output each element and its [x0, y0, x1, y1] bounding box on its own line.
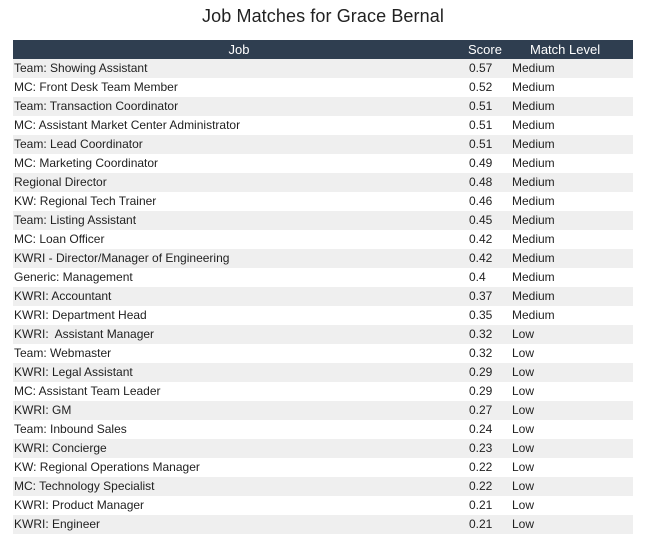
table-header-row — [13, 40, 633, 59]
score-cell: 0.51 — [469, 137, 493, 151]
job-cell: Team: Showing Assistant — [14, 61, 148, 75]
score-cell: 0.32 — [469, 327, 493, 341]
table-row — [13, 325, 633, 344]
match-level-cell: Medium — [512, 156, 555, 170]
table-row — [13, 287, 633, 306]
job-cell: MC: Marketing Coordinator — [14, 156, 159, 170]
job-cell: KW: Regional Tech Trainer — [14, 194, 157, 208]
table-row — [13, 78, 633, 97]
match-level-cell: Medium — [512, 232, 555, 246]
score-cell: 0.22 — [469, 479, 493, 493]
score-cell: 0.37 — [469, 289, 493, 303]
match-level-cell: Medium — [512, 137, 555, 151]
score-cell: 0.29 — [469, 384, 493, 398]
score-cell: 0.23 — [469, 441, 493, 455]
table-row — [13, 230, 633, 249]
table-row — [13, 135, 633, 154]
column-header-score[interactable]: Score — [468, 42, 502, 57]
job-cell: Team: Webmaster — [14, 346, 112, 360]
score-cell: 0.49 — [469, 156, 493, 170]
table-row — [13, 59, 633, 78]
job-cell: Generic: Management — [14, 270, 133, 284]
job-cell: Team: Transaction Coordinator — [14, 99, 179, 113]
table-row — [13, 515, 633, 534]
score-cell: 0.27 — [469, 403, 493, 417]
table-row — [13, 496, 633, 515]
score-cell: 0.4 — [469, 270, 486, 284]
job-cell: KWRI: Department Head — [14, 308, 147, 322]
match-level-cell: Medium — [512, 251, 555, 265]
match-level-cell: Low — [512, 346, 535, 360]
table-row — [13, 268, 633, 287]
table-row — [13, 420, 633, 439]
score-cell: 0.29 — [469, 365, 493, 379]
match-level-cell: Medium — [512, 289, 555, 303]
table-row — [13, 363, 633, 382]
match-level-cell: Medium — [512, 308, 555, 322]
job-cell: MC: Front Desk Team Member — [14, 80, 178, 94]
job-cell: KWRI: Accountant — [14, 289, 112, 303]
table-row — [13, 477, 633, 496]
match-level-cell: Low — [512, 365, 535, 379]
score-cell: 0.24 — [469, 422, 493, 436]
match-level-cell: Low — [512, 327, 535, 341]
score-cell: 0.35 — [469, 308, 493, 322]
score-cell: 0.46 — [469, 194, 493, 208]
match-level-cell: Medium — [512, 213, 555, 227]
match-level-cell: Medium — [512, 194, 555, 208]
score-cell: 0.22 — [469, 460, 493, 474]
page-title: Job Matches for Grace Bernal — [202, 6, 444, 26]
job-cell: KWRI: Concierge — [14, 441, 107, 455]
match-level-cell: Low — [512, 422, 535, 436]
score-cell: 0.51 — [469, 99, 493, 113]
column-header-job[interactable]: Job — [228, 42, 250, 57]
table-row — [13, 192, 633, 211]
table-row — [13, 116, 633, 135]
score-cell: 0.21 — [469, 498, 493, 512]
score-cell: 0.57 — [469, 61, 493, 75]
match-level-cell: Low — [512, 479, 535, 493]
match-level-cell: Medium — [512, 175, 555, 189]
match-level-cell: Medium — [512, 99, 555, 113]
table-row — [13, 249, 633, 268]
job-cell: KWRI: Assistant Manager — [14, 327, 155, 341]
score-cell: 0.52 — [469, 80, 493, 94]
job-cell: MC: Loan Officer — [14, 232, 105, 246]
table-row — [13, 458, 633, 477]
job-cell: KW: Regional Operations Manager — [14, 460, 200, 474]
table-row — [13, 97, 633, 116]
match-level-cell: Low — [512, 517, 535, 531]
match-level-cell: Medium — [512, 61, 555, 75]
score-cell: 0.32 — [469, 346, 493, 360]
table-row — [13, 211, 633, 230]
score-cell: 0.42 — [469, 232, 493, 246]
job-cell: KWRI: Product Manager — [14, 498, 145, 512]
table-row — [13, 401, 633, 420]
job-cell: MC: Assistant Market Center Administrator — [14, 118, 241, 132]
score-cell: 0.51 — [469, 118, 493, 132]
job-cell: KWRI: GM — [14, 403, 72, 417]
match-level-cell: Low — [512, 460, 535, 474]
job-cell: Team: Listing Assistant — [14, 213, 137, 227]
table-row — [13, 173, 633, 192]
table-row — [13, 439, 633, 458]
match-level-cell: Medium — [512, 118, 555, 132]
column-header-match-level[interactable]: Match Level — [530, 42, 601, 57]
table-row — [13, 154, 633, 173]
job-cell: MC: Technology Specialist — [14, 479, 155, 493]
job-cell: KWRI: Legal Assistant — [14, 365, 133, 379]
job-cell: KWRI - Director/Manager of Engineering — [14, 251, 230, 265]
job-cell: Team: Lead Coordinator — [14, 137, 143, 151]
score-cell: 0.45 — [469, 213, 493, 227]
match-level-cell: Low — [512, 403, 535, 417]
match-level-cell: Low — [512, 384, 535, 398]
score-cell: 0.48 — [469, 175, 493, 189]
match-level-cell: Medium — [512, 270, 555, 284]
table-row — [13, 306, 633, 325]
job-matches-table — [13, 40, 633, 534]
table-row — [13, 344, 633, 363]
match-level-cell: Medium — [512, 80, 555, 94]
score-cell: 0.21 — [469, 517, 493, 531]
job-cell: Regional Director — [14, 175, 107, 189]
job-cell: KWRI: Engineer — [14, 517, 101, 531]
job-cell: Team: Inbound Sales — [14, 422, 127, 436]
match-level-cell: Low — [512, 498, 535, 512]
job-cell: MC: Assistant Team Leader — [14, 384, 161, 398]
table-row — [13, 382, 633, 401]
match-level-cell: Low — [512, 441, 535, 455]
score-cell: 0.42 — [469, 251, 493, 265]
